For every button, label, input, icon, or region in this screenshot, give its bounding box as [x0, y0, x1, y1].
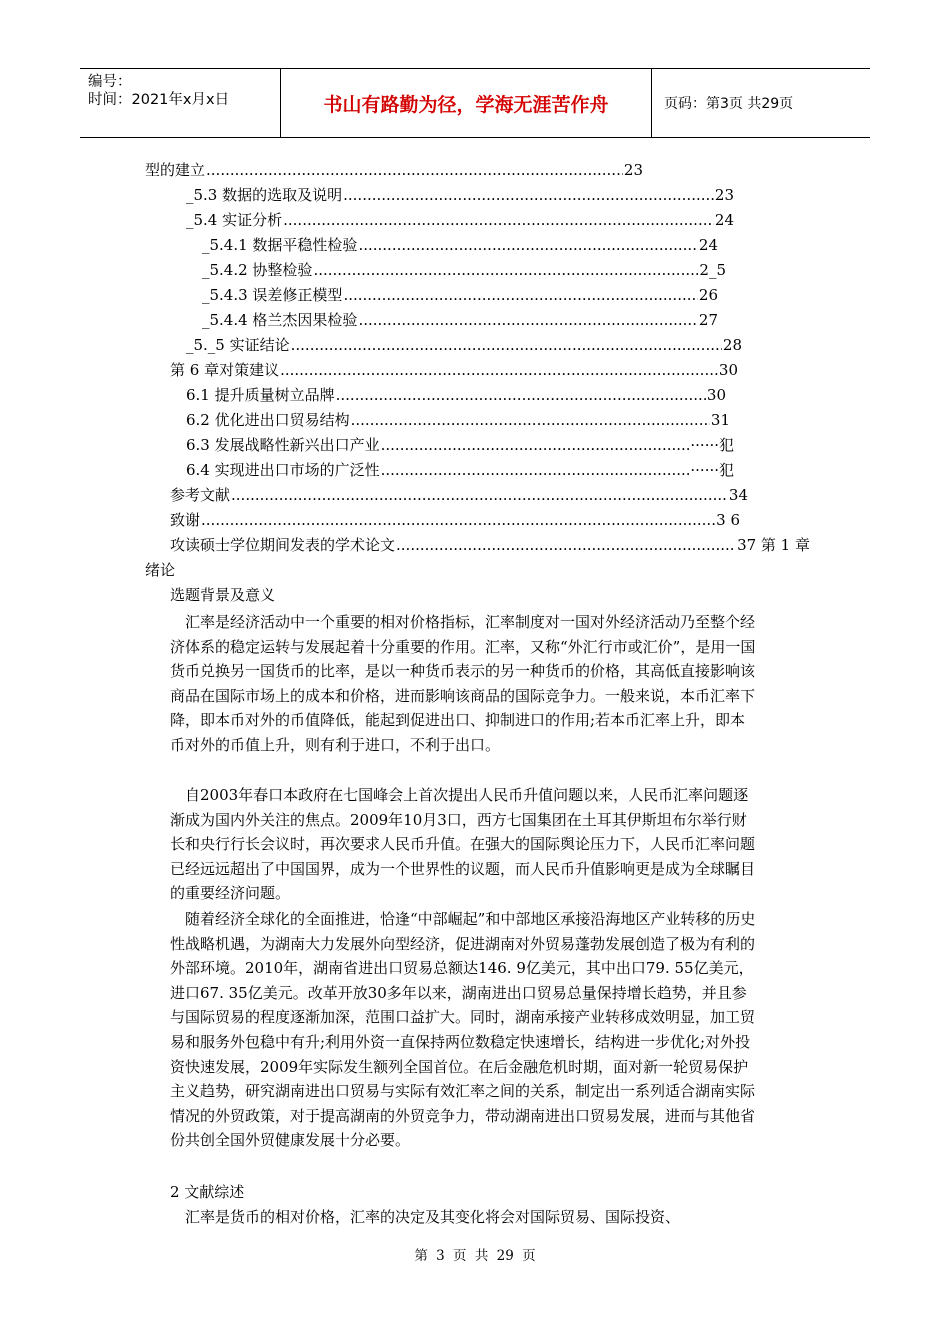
toc-entry-title: _5.4.4 格兰杰因果检验 — [202, 311, 358, 329]
toc-entry-page: ······犯 — [690, 461, 734, 479]
page-header — [80, 68, 870, 138]
toc-entry-title: 6.4 实现进出口市场的广泛性 — [186, 461, 380, 479]
toc-leader — [358, 309, 697, 331]
toc-entry-title: 攻读硕士学位期间发表的学术论文 — [170, 536, 396, 554]
toc-entry — [186, 459, 734, 481]
toc-entry — [186, 334, 742, 356]
toc-entry-title: _5.4.1 数据平稳性检验 — [202, 236, 358, 254]
toc-entry-title: _5.4 实证分析 — [186, 211, 283, 229]
toc-leader — [201, 509, 715, 531]
toc-leader — [358, 234, 697, 256]
toc-entry-title: 致谢 — [170, 511, 201, 529]
toc-leader — [343, 284, 697, 306]
toc-entry — [202, 259, 726, 281]
toc-entry-page: 34 — [728, 486, 748, 504]
toc-leader — [336, 384, 706, 406]
toc-entry-page: 23 — [623, 161, 643, 179]
toc-leader — [381, 434, 690, 456]
toc-entry-title: 6.1 提升质量树立品牌 — [186, 386, 335, 404]
toc-entry-title: _5.3 数据的选取及说明 — [186, 186, 343, 204]
toc-entry — [186, 434, 734, 456]
toc-entry-page: 27 — [698, 311, 718, 329]
body-paragraph: 汇率是经济活动中一个重要的相对价格指标，汇率制度对一国对外经济活动乃至整个经济体系的稳定运转与发展起着十分重要的作用。汇率，又称“外汇行市或汇价”，是用一国货币兑换另一国货币的比率，是以一种货币表示的另一种货币的价格，其高低直接影响该商品在国际市场上的成本和价格，进而影响该商品的国际竞争力。一般来说，本币汇率下降，即本币对外的币值降低，能起到促进出口、抑制进口的作用;若本币汇率上升，即本币对外的币值上升，则有利于进口，不利于出口。 — [170, 613, 756, 754]
toc-leader — [343, 184, 714, 206]
toc-entry-title: 6.3 发展战略性新兴出口产业 — [186, 436, 380, 454]
toc-entry-page: ······犯 — [690, 436, 734, 454]
toc-entry — [202, 284, 718, 306]
toc-entry — [202, 309, 718, 331]
toc-entry-page: 30 — [718, 361, 738, 379]
toc-entry-page: 37 第 1 章 — [737, 536, 810, 554]
toc-entry-page: 28 — [722, 336, 742, 354]
header-number-label: 编号： — [88, 74, 132, 90]
toc-entry-title: 6.2 优化进出口贸易结构 — [186, 411, 350, 429]
toc-entry-page: 31 — [710, 411, 730, 429]
toc-entry-page: 26 — [698, 286, 718, 304]
toc-leader — [351, 409, 710, 431]
toc-entry — [186, 184, 734, 206]
toc-entry — [170, 359, 738, 381]
toc-leader — [313, 259, 698, 281]
toc-leader — [206, 159, 623, 181]
header-meta — [80, 69, 281, 137]
toc-entry-title: _5.4.2 协整检验 — [202, 261, 313, 279]
toc-entry-title: 参考文献 — [170, 486, 231, 504]
toc-leader — [231, 484, 728, 506]
toc-entry — [145, 159, 643, 181]
toc-entry — [170, 534, 810, 556]
toc-entry — [170, 509, 740, 531]
body-paragraph: 随着经济全球化的全面推进，恰逢“中部崛起”和中部地区承接沿海地区产业转移的历史性战略机遇，为湖南大力发展外向型经济，促进湖南对外贸易蓬勃发展创造了极为有利的外部环境。2010年，湖南省进出口贸易总额达146. 9亿美元，其中出口79. 55亿美元，进口67. 35亿美元。改革开放30多年以来，湖南进出口贸易总量保持增长趋势，并且参与国际贸易的程度逐渐加深，范围口益扩大。同时，湖南承接产业转移成效明显，加工贸易和服务外包稳中有升;利用外资一直保持两位数稳定快速增长，结构进一步优化;对外投资快速发展，2009年实际发生额列全国首位。在后金融危机时期，面对新一轮贸易保护主义趋势，研究湖南进出口贸易与实际有效汇率之间的关系，制定出一系列适合湖南实际情况的外贸政策，对于提高湖南的外贸竞争力，带动湖南进出口贸易发展，进而与其他省份共创全国外贸健康发展十分必要。 — [170, 910, 756, 1150]
section-title: 2 文献综述 — [170, 1183, 245, 1201]
toc-entry-page: 24 — [714, 211, 734, 229]
body-paragraph: 自2003年春口本政府在七国峰会上首次提出人民币升值问题以来，人民币汇率问题逐渐成为国内外关注的焦点。2009年10月3口，西方七国集团在土耳其伊斯坦布尔举行财长和央行行长会议时，再次要求人民币升值。在强大的国际舆论压力下，人民币汇率问题已经远远超出了中国国界，成为一个世界性的议题，而人民币升值影响更是成为全球瞩目的重要经济问题。 — [170, 786, 756, 903]
header-page-info: 页码：第3页 共29页 — [664, 96, 794, 112]
header-time-label: 时间：2021年x月x日 — [88, 92, 230, 108]
toc-entry-title: 型的建立 — [145, 161, 206, 179]
body-paragraph: 汇率是货币的相对价格，汇率的决定及其变化将会对国际贸易、国际投资、 — [185, 1208, 681, 1226]
toc-entry-title: _5.4.3 误差修正模型 — [202, 286, 343, 304]
toc-entry-page: 23 — [714, 186, 734, 204]
toc-entry-page: 3 6 — [716, 511, 740, 529]
header-motto: 书山有路勤为径，学海无涯苦作舟 — [281, 69, 652, 137]
chapter-title: 绪论 — [145, 561, 176, 579]
toc-entry — [202, 234, 718, 256]
toc-entry-page: 2_5 — [699, 261, 726, 279]
section-title: 选题背景及意义 — [170, 586, 276, 604]
toc-entry — [186, 209, 734, 231]
toc-entry-page: 24 — [698, 236, 718, 254]
toc-leader — [381, 459, 690, 481]
toc-entry-page: 30 — [706, 386, 726, 404]
toc-entry — [170, 484, 748, 506]
toc-entry-title: _5._5 实证结论 — [186, 336, 290, 354]
toc-entry — [186, 409, 730, 431]
page-footer: 第 3 页 共 29 页 — [414, 1248, 536, 1264]
toc-entry — [186, 384, 726, 406]
toc-leader — [280, 359, 718, 381]
toc-leader — [396, 534, 736, 556]
toc-leader — [283, 209, 714, 231]
toc-entry-title: 第 6 章对策建议 — [170, 361, 280, 379]
toc-leader — [291, 334, 722, 356]
